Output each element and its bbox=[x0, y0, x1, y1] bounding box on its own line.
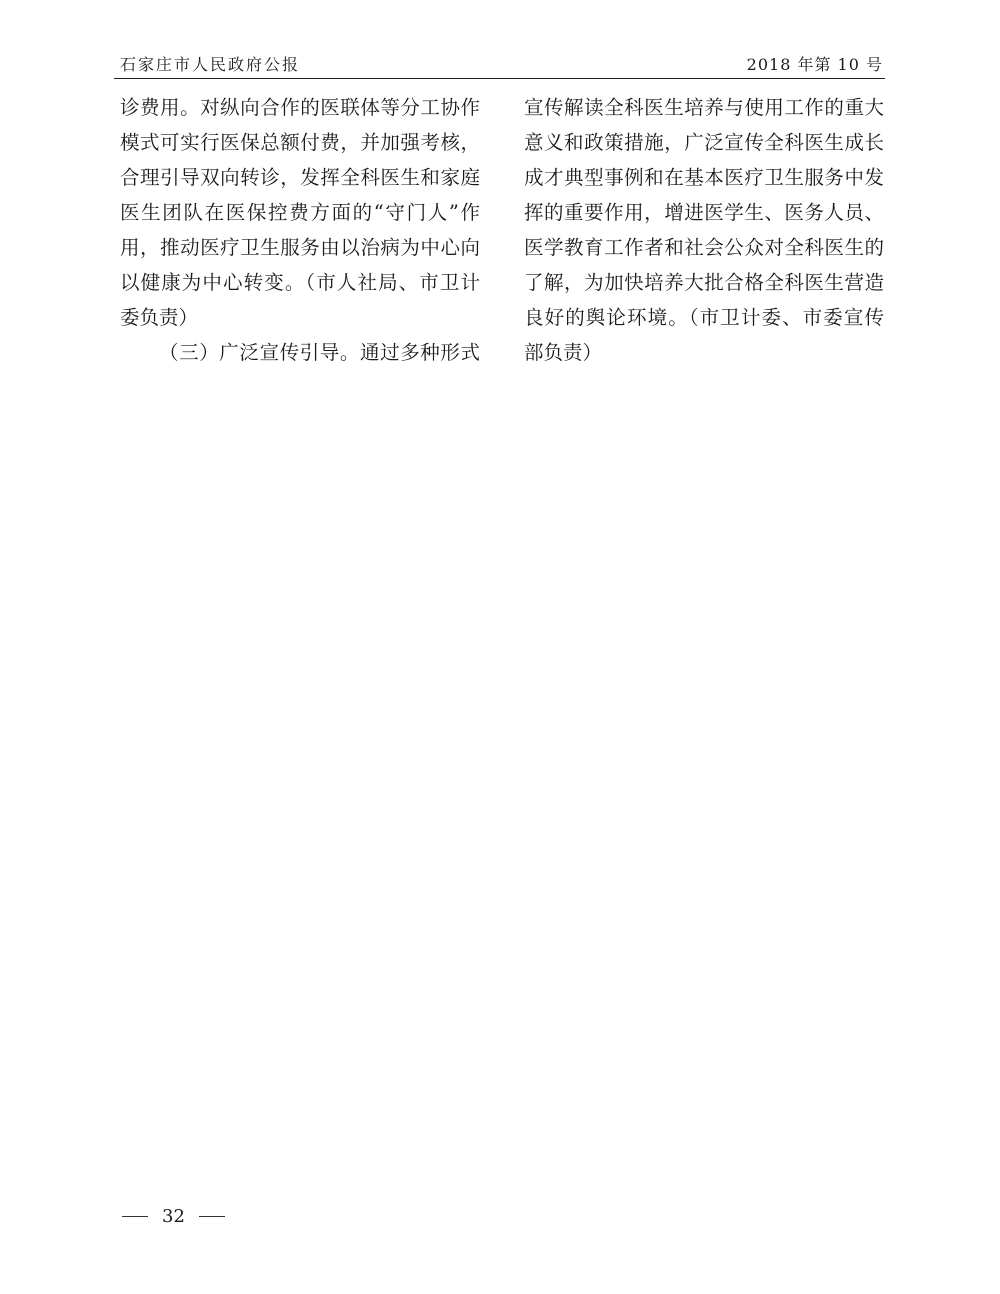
page-header bbox=[120, 50, 883, 78]
text-line: 委负责） bbox=[120, 306, 199, 329]
text-line: 用，推动医疗卫生服务由以治病为中心向 bbox=[120, 236, 480, 259]
page-number: 32 bbox=[162, 1206, 185, 1227]
text-line: 模式可实行医保总额付费，并加强考核， bbox=[120, 131, 480, 154]
page-footer bbox=[122, 1206, 225, 1227]
text-line: 挥的重要作用，增进医学生、医务人员、 bbox=[524, 201, 884, 224]
left-text-column bbox=[120, 90, 480, 370]
text-line: 诊费用。对纵向合作的医联体等分工协作 bbox=[120, 96, 480, 119]
text-line: 以健康为中心转变。（市人社局、市卫计 bbox=[120, 271, 480, 294]
text-line: 医生团队在医保控费方面的“守门人”作 bbox=[120, 201, 480, 224]
text-line: 医学教育工作者和社会公众对全科医生的 bbox=[524, 236, 884, 259]
footer-dash-right bbox=[199, 1216, 225, 1217]
text-line: 成才典型事例和在基本医疗卫生服务中发 bbox=[524, 166, 884, 189]
header-divider bbox=[114, 78, 885, 79]
text-line: 良好的舆论环境。（市卫计委、市委宣传 bbox=[524, 306, 884, 329]
text-line: 部负责） bbox=[524, 341, 603, 364]
section-heading-line: （三）广泛宣传引导。通过多种形式 bbox=[159, 341, 480, 364]
footer-dash-left bbox=[122, 1216, 148, 1217]
issue-number: 2018 年第 10 号 bbox=[746, 55, 883, 74]
publication-title: 石家庄市人民政府公报 bbox=[120, 55, 301, 74]
text-line: 意义和政策措施，广泛宣传全科医生成长 bbox=[524, 131, 884, 154]
right-text-column bbox=[524, 90, 884, 370]
text-line: 了解，为加快培养大批合格全科医生营造 bbox=[524, 271, 884, 294]
text-line: 合理引导双向转诊，发挥全科医生和家庭 bbox=[120, 166, 480, 189]
text-line: 宣传解读全科医生培养与使用工作的重大 bbox=[524, 96, 884, 119]
